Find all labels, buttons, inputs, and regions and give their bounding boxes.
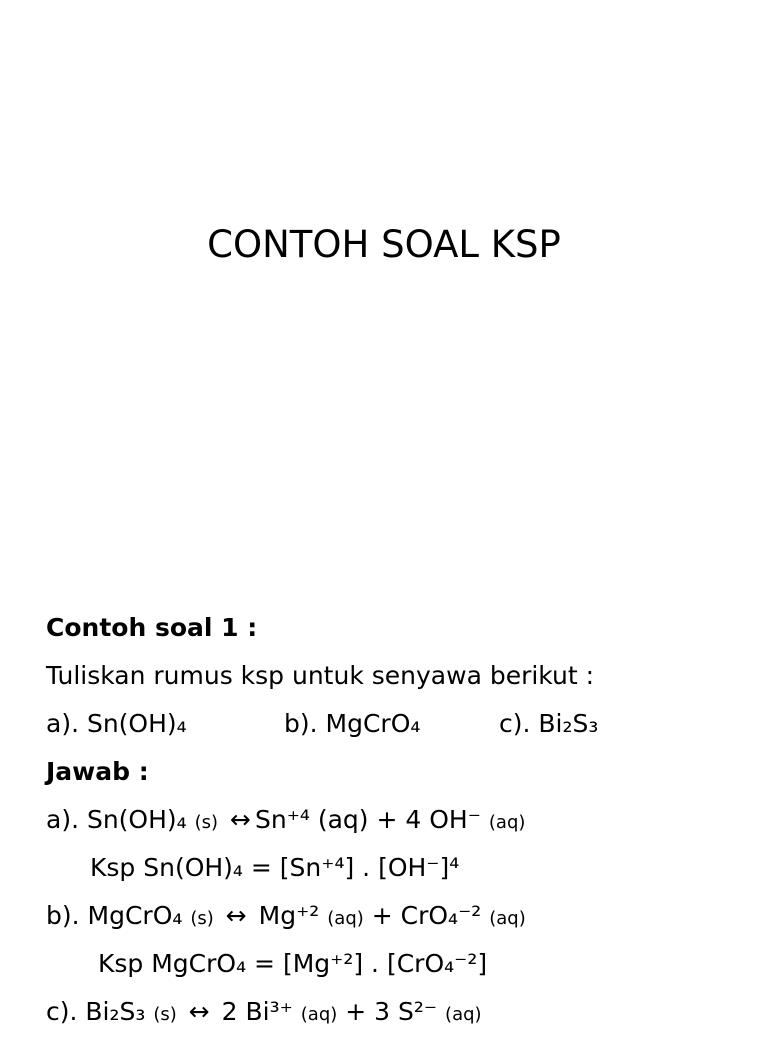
answer-c-label: c). Bi₂S₃	[46, 997, 146, 1026]
equilibrium-arrow-icon: ↔	[225, 901, 247, 930]
option-a: a). Sn(OH)₄	[46, 709, 187, 738]
answer-a-state-aq: (aq)	[488, 812, 526, 833]
answer-a-label: a). Sn(OH)₄	[46, 805, 187, 834]
answer-b-ksp: Ksp MgCrO₄ = [Mg⁺²] . [CrO₄⁻²]	[98, 949, 488, 978]
section-heading: Contoh soal 1 :	[46, 613, 258, 642]
answer-b-ion2: + CrO₄⁻²	[371, 901, 482, 930]
answer-a-ions: Sn⁺⁴ (aq) + 4 OH⁻	[254, 805, 481, 834]
answer-b-state-aq-2: (aq)	[489, 908, 526, 929]
answer-a-state-solid: (s)	[194, 812, 219, 833]
answer-b-state-aq-1: (aq)	[327, 908, 364, 929]
answer-a-ksp: Ksp Sn(OH)₄ = [Sn⁺⁴] . [OH⁻]⁴	[90, 853, 460, 882]
option-c: c). Bi₂S₃	[499, 709, 599, 738]
answer-c-ion1: 2 Bi³⁺	[221, 997, 293, 1026]
answer-c-state-solid: (s)	[153, 1004, 177, 1025]
equilibrium-arrow-icon: ↔	[230, 805, 251, 834]
answer-b-state-solid: (s)	[190, 908, 214, 929]
question-text: Tuliskan rumus ksp untuk senyawa berikut :	[46, 661, 595, 690]
slide-title: CONTOH SOAL KSP	[207, 223, 561, 266]
answer-c-ion2: + 3 S²⁻	[345, 997, 438, 1026]
answer-c-state-aq-1: (aq)	[300, 1004, 338, 1025]
answer-b-ion1: Mg⁺²	[258, 901, 320, 930]
slide-content	[46, 606, 761, 1038]
equilibrium-arrow-icon: ↔	[188, 997, 210, 1026]
answer-a-equation	[46, 798, 761, 846]
options-row	[46, 702, 761, 750]
answer-c-state-aq-2: (aq)	[445, 1004, 482, 1025]
answer-b-label: b). MgCrO₄	[46, 901, 183, 930]
answer-b-equation	[46, 894, 761, 942]
answer-heading: Jawab :	[46, 757, 149, 786]
answer-c-equation	[46, 990, 761, 1038]
option-b: b). MgCrO₄	[284, 709, 421, 738]
